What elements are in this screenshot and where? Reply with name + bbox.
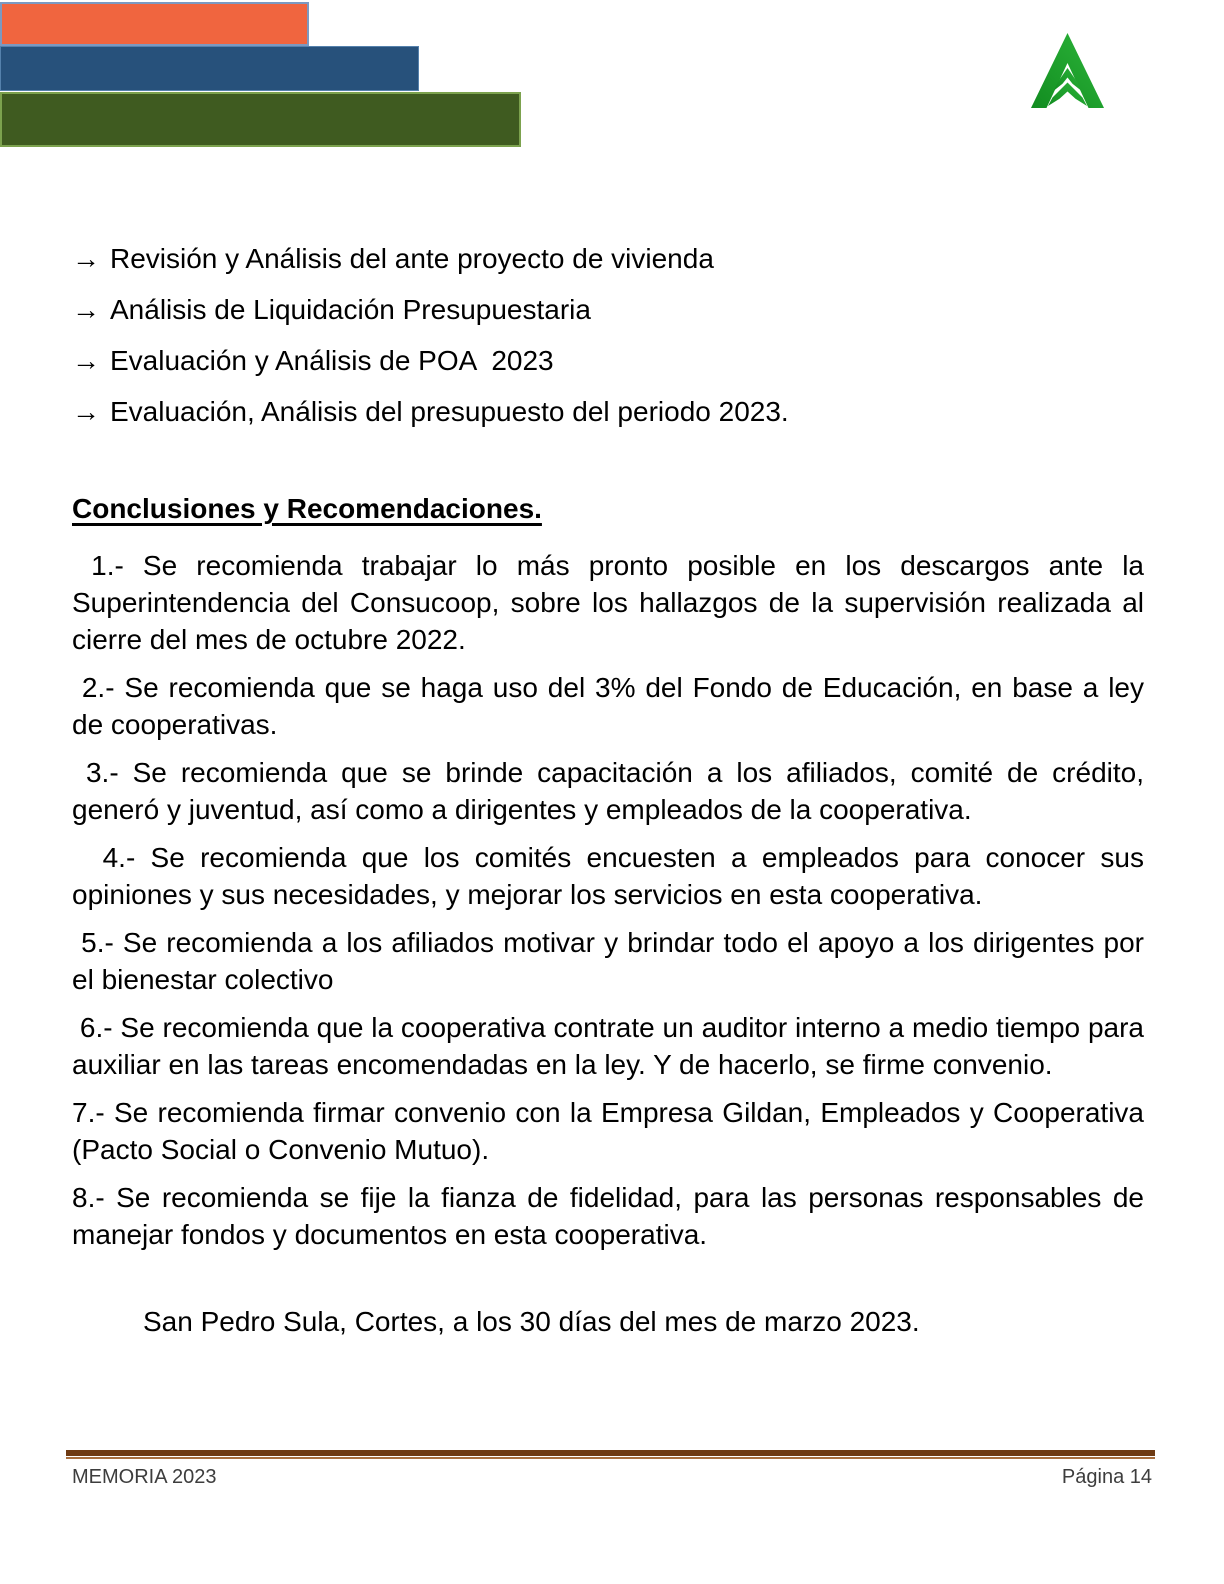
footer-document-title: MEMORIA 2023: [72, 1466, 217, 1488]
orange-bar: [0, 2, 309, 46]
footer-rule-light: [66, 1457, 1155, 1459]
green-bar: [0, 92, 521, 147]
blue-bar: [0, 46, 419, 91]
date-line: San Pedro Sula, Cortes, a los 30 días del mes de marzo 2023.: [143, 1306, 920, 1337]
right-arrow-icon: →: [72, 345, 100, 376]
paragraph-6: 6.- Se recomienda que la cooperativa contrate un auditor interno a medio tiempo para auxiliar en las tareas encomendadas en la ley. Y de hacerlo, se firme convenio.: [72, 1012, 1152, 1080]
paragraph-2: 2.- Se recomienda que se haga uso del 3% del Fondo de Educación, en base a ley de cooperativas.: [72, 672, 1152, 740]
list-item: [72, 240, 1144, 277]
paragraph-1: 1.- Se recomienda trabajar lo más pronto posible en los descargos ante la Superintendencia del Consucoop, sobre los hallazgos de la supervisión realizada al cierre del mes de octubre 2022.: [72, 550, 1152, 655]
list-item: [72, 342, 1144, 379]
paragraph-3: 3.- Se recomienda que se brinde capacitación a los afiliados, comité de crédito, generó y juventud, así como a dirigentes y empleados de la cooperativa.: [72, 757, 1152, 825]
paragraph-7: 7.- Se recomienda firmar convenio con la Empresa Gildan, Empleados y Cooperativa (Pacto Social o Convenio Mutuo).: [72, 1097, 1152, 1165]
list-item: [72, 393, 1144, 430]
bullet-text: Evaluación, Análisis del presupuesto del periodo 2023.: [110, 396, 789, 427]
section-heading: Conclusiones y Recomendaciones.: [72, 493, 542, 524]
footer-page-number: Página 14: [1061, 1466, 1152, 1488]
paragraph-4: 4.- Se recomienda que los comités encuesten a empleados para conocer sus opiniones y sus necesidades, y mejorar los servicios en esta cooperativa.: [72, 842, 1152, 910]
right-arrow-icon: →: [72, 294, 100, 325]
arrow-bullet-list: [72, 240, 1144, 430]
bullet-text: Evaluación y Análisis de POA 2023: [110, 345, 554, 376]
list-item: [72, 291, 1144, 328]
bullet-text: Revisión y Análisis del ante proyecto de vivienda: [110, 243, 714, 274]
document-body: [72, 240, 1152, 1340]
paragraph-5: 5.- Se recomienda a los afiliados motivar y brindar todo el apoyo a los dirigentes por el bienestar colectivo: [72, 927, 1152, 995]
page-footer: [0, 1450, 1224, 1489]
paragraph-8: 8.- Se recomienda se fije la fianza de fidelidad, para las personas responsables de manejar fondos y documentos en esta cooperativa.: [72, 1182, 1152, 1250]
right-arrow-icon: →: [72, 243, 100, 274]
right-arrow-icon: →: [72, 396, 100, 427]
tree-a-logo-icon: [1025, 30, 1110, 112]
footer-rule-dark: [66, 1450, 1155, 1456]
bullet-text: Análisis de Liquidación Presupuestaria: [110, 294, 591, 325]
